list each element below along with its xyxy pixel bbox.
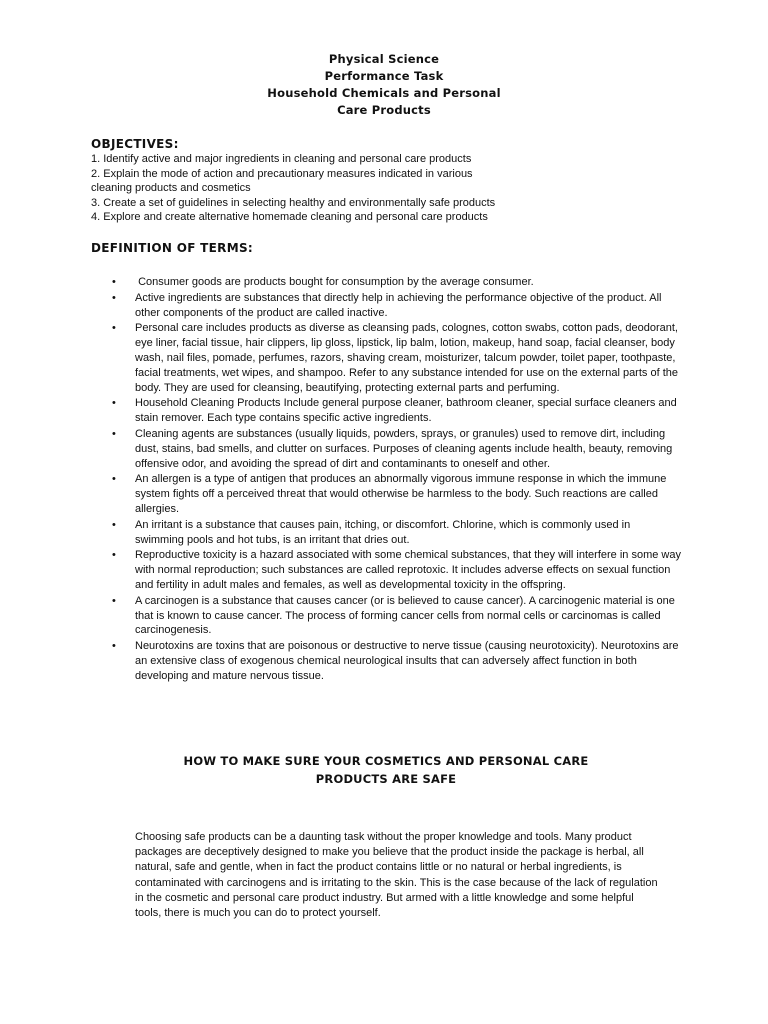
definition-irritant — [112, 518, 682, 548]
definition-text: Consumer goods are products bought for consumption by the average consumer. — [135, 276, 534, 288]
objective-line: 4. Explore and create alternative homemade cleaning and personal care products — [91, 211, 488, 223]
bullet-icon: • — [112, 397, 116, 410]
definition-cleaning-agents — [112, 427, 682, 471]
bullet-icon: • — [112, 549, 116, 562]
title-line-topic: Household Chemicals and Personal — [267, 86, 501, 100]
title-line-subject: Physical Science — [328, 52, 440, 66]
objective-line: 2. Explain the mode of action and precautionary measures indicated in various — [91, 167, 473, 180]
definition-neurotoxins — [112, 639, 682, 683]
bullet-icon: • — [112, 473, 116, 486]
definition-allergen — [112, 472, 682, 516]
objective-line: cleaning products and cosmetics — [91, 182, 251, 194]
definition-personal-care — [112, 321, 682, 395]
definition-text: Reproductive toxicity is a hazard associated with some chemical substances, that they will interfere in some way with normal reproduction; such substances are called reprotoxic. It includes adverse effects on sexual function and fertility in adult males and females, as well as developmental toxicity in the offspring. — [135, 549, 681, 591]
document-title — [0, 51, 768, 119]
definitions-list — [112, 275, 682, 685]
objective-line: 3. Create a set of guidelines in selecting healthy and environmentally safe products — [91, 196, 496, 209]
definition-text: A carcinogen is a substance that causes cancer (or is believed to cause cancer). A carcinogenic material is one that is known to cause cancer. The process of forming cancer cells from normal cells or carcinomas is called carcinogenesis. — [135, 594, 675, 637]
definition-text: Cleaning agents are substances (usually liquids, powders, sprays, or granules) used to remove dirt, including dust, stains, bad smells, and clutter on surfaces. Purposes of cleaning agents include health, beauty, removing offensive odor, and avoiding the spread of dirt and contaminants to oneself and other. — [135, 427, 673, 470]
definition-consumer-goods — [112, 275, 682, 290]
bullet-icon: • — [112, 427, 116, 440]
definitions-heading: DEFINITION OF TERMS: — [91, 241, 253, 255]
title-line-task: Performance Task — [324, 69, 444, 83]
definition-text: An irritant is a substance that causes pain, itching, or discomfort. Chlorine, which is commonly used in swimming pools and hot tubs, is an irritant that dries out. — [135, 518, 631, 546]
definition-text: Household Cleaning Products Include general purpose cleaner, bathroom cleaner, special surface cleaners and stain remover. Each type contains specific active ingredients. — [135, 397, 677, 425]
objectives-list — [91, 152, 561, 225]
bullet-icon: • — [112, 291, 116, 304]
definition-reproductive-toxicity — [112, 548, 682, 592]
definition-text: An allergen is a type of antigen that produces an abnormally vigorous immune response in which the immune system fights off a perceived threat that would otherwise be harmless to the body. Such reactions are called allergies. — [135, 473, 667, 515]
bullet-icon: • — [112, 518, 116, 531]
definition-household-cleaning — [112, 396, 682, 426]
objectives-heading: OBJECTIVES: — [91, 137, 179, 151]
definition-carcinogen — [112, 594, 682, 638]
bullet-icon: • — [112, 594, 116, 607]
bullet-icon: • — [112, 322, 116, 335]
safety-section-heading — [160, 752, 612, 788]
objective-line: 1. Identify active and major ingredients in cleaning and personal care products — [91, 153, 472, 165]
definition-active-ingredients — [112, 291, 682, 321]
safety-heading-line: PRODUCTS ARE SAFE — [315, 772, 457, 786]
bullet-icon: • — [112, 276, 116, 288]
safety-paragraph: Choosing safe products can be a daunting task without the proper knowledge and tools. Many product packages are deceptively designed to make you believe that the product inside the package is herbal, all natural, safe and gentle, when in fact the product contains little or no natural or herbal ingredients, is contaminated with carcinogens and is irritating to the skin. This is the case because of the lack of regulation in the cosmetic and personal care product industry. But armed with a little knowledge and some helpful tools, there is much you can do to protect yourself. — [135, 831, 658, 920]
definition-text: Neurotoxins are toxins that are poisonous or destructive to nerve tissue (causing neurotoxicity). Neurotoxins are an extensive class of exogenous chemical neurological insults that can adversely affect function in both developing and mature nervous tissue. — [135, 640, 679, 682]
definition-text: Personal care includes products as diverse as cleansing pads, colognes, cotton swabs, cotton pads, deodorant, eye liner, facial tissue, hair clippers, lip gloss, lipstick, lip balm, lotion, makeup, hand soap, facial cleanser, body wash, nail files, pomade, perfumes, razors, shaving cream, moisturizer, talcum powder, toilet paper, toothpaste, facial treatments, wet wipes, and shampoo. Refer to any substance intended for use on the external parts of the body. They are used for cleansing, beautifying, protecting external parts and perfuming. — [135, 322, 678, 394]
bullet-icon: • — [112, 640, 116, 653]
safety-heading-line: HOW TO MAKE SURE YOUR COSMETICS AND PERSONAL CARE — [183, 754, 589, 768]
definition-text: Active ingredients are substances that directly help in achieving the performance objective of the product. All other components of the product are called inactive. — [135, 291, 662, 319]
title-line-topic-cont: Care Products — [337, 103, 431, 117]
